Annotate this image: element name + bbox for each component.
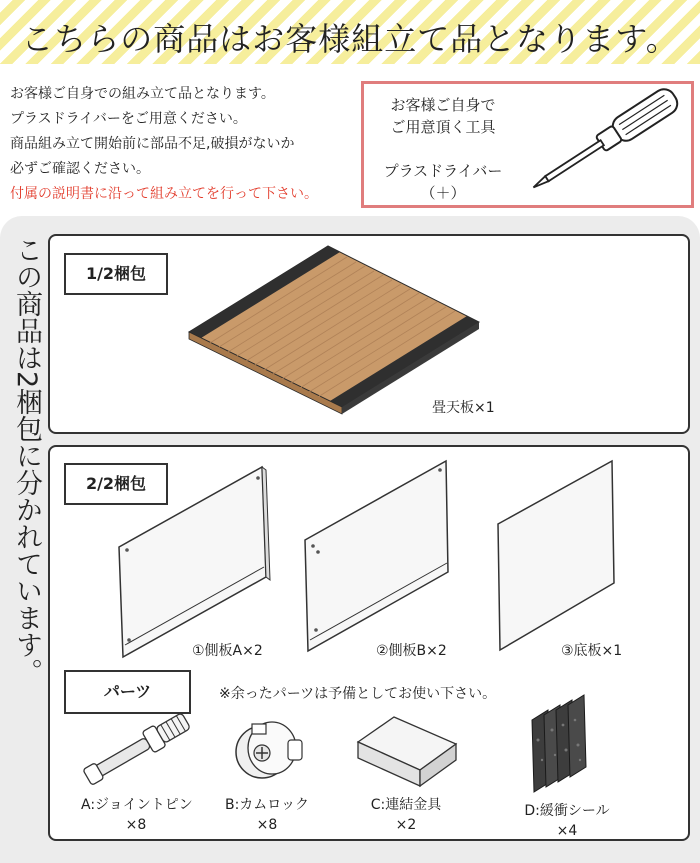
package-1-label: 1/2梱包 <box>64 253 168 295</box>
intro-warning: 付属の説明書に沿って組み立てを行って下さい。 <box>10 186 318 202</box>
parts-label: パーツ <box>64 670 191 714</box>
intro-line: お客様ご自身での組み立て品となります。 <box>10 86 275 102</box>
tool-name-line: プラスドライバー <box>383 162 503 180</box>
side-board-a-caption: ①側板A×2 <box>192 643 263 659</box>
tool-name-line: （＋） <box>420 184 466 202</box>
banner-title: こちらの商品はお客様組立て品となります。 <box>21 20 679 58</box>
part-name: B:カムロック <box>224 797 310 813</box>
cushion-seal-caption <box>512 801 622 841</box>
intro-line: 必ずご確認ください。 <box>10 161 150 177</box>
part-name: C:連結金具 <box>370 797 442 813</box>
part-quantity: ×4 <box>556 823 578 839</box>
intro-line: プラスドライバーをご用意ください。 <box>10 111 247 127</box>
tool-heading-line: ご用意頂く工具 <box>390 118 496 136</box>
part-quantity: ×2 <box>395 817 417 833</box>
intro-line: 商品組み立て開始前に部品不足,破損がないか <box>10 136 295 152</box>
tool-heading-line: お客様ご自身で <box>390 96 496 114</box>
part-quantity: ×8 <box>125 817 147 833</box>
package-2-label: 2/2梱包 <box>64 463 168 505</box>
side-board-b-caption: ②側板B×2 <box>376 643 447 659</box>
bottom-board-caption: ③底板×1 <box>561 643 623 659</box>
tatami-top-board-caption: 畳天板×1 <box>432 400 495 416</box>
parts-note: ※余ったパーツは予備としてお使い下さい。 <box>219 686 497 702</box>
package-count-vertical-text: この商品は2梱包に分かれています。 <box>11 236 42 686</box>
part-name: D:緩衝シール <box>524 803 610 819</box>
part-quantity: ×8 <box>256 817 278 833</box>
part-name: A:ジョイントピン <box>81 797 193 813</box>
